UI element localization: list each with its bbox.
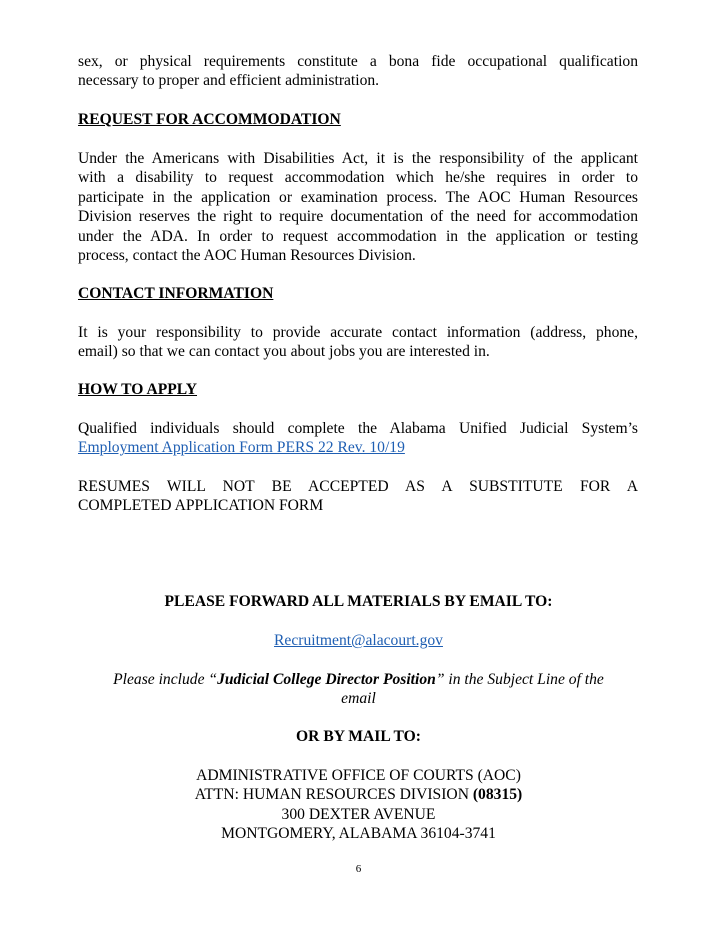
intro-line: necessary to proper and efficient administration. xyxy=(78,72,380,90)
apply-paragraph xyxy=(78,419,638,458)
mailing-address xyxy=(0,766,717,844)
subject-position: Judicial College Director Position xyxy=(217,671,436,688)
address-line: 300 DEXTER AVENUE xyxy=(281,805,436,823)
address-line: ATTN: HUMAN RESOURCES DIVISION (08315) xyxy=(194,786,523,804)
accommodation-line: with a disability to request accommodation which he/she requires in order to xyxy=(78,169,638,187)
section-heading-accommodation: REQUEST FOR ACCOMMODATION xyxy=(78,111,341,128)
accommodation-line: Division reserves the right to require documentation of the need for accommodation xyxy=(78,208,638,226)
recruitment-email-link[interactable]: Recruitment@alacourt.gov xyxy=(274,632,443,649)
email-line xyxy=(0,631,717,650)
forward-heading: PLEASE FORWARD ALL MATERIALS BY EMAIL TO: xyxy=(164,593,553,610)
accommodation-line: participate in the application or examination process. The AOC Human Resources xyxy=(78,188,638,206)
contact-paragraph xyxy=(78,323,638,362)
accommodation-line: Under the Americans with Disabilities Act, it is the responsibility of the applicant xyxy=(78,150,638,167)
resumes-notice xyxy=(78,477,638,516)
apply-line: Qualified individuals should complete the Alabama Unified Judicial System’s xyxy=(78,420,638,437)
address-line: ADMINISTRATIVE OFFICE OF COURTS (AOC) xyxy=(196,767,521,784)
accommodation-line: under the ADA. In order to request accommodation in the application or testing xyxy=(78,227,638,245)
accommodation-line: process, contact the AOC Human Resources Division. xyxy=(78,247,416,265)
subject-instruction xyxy=(0,670,717,689)
subject-prefix: Please include “ xyxy=(113,671,218,688)
contact-line: email) so that we can contact you about jobs you are interested in. xyxy=(78,343,490,361)
section-heading-contact: CONTACT INFORMATION xyxy=(78,285,274,302)
contact-line: It is your responsibility to provide accurate contact information (address, phone, xyxy=(78,324,638,341)
section-heading-apply: HOW TO APPLY xyxy=(78,381,198,398)
page-number: 6 xyxy=(355,863,362,875)
application-form-link[interactable]: Employment Application Form PERS 22 Rev. 10/19 xyxy=(78,439,405,457)
accommodation-paragraph xyxy=(78,149,638,265)
resumes-line: COMPLETED APPLICATION FORM xyxy=(78,497,324,515)
intro-line: sex, or physical requirements constitute a bona fide occupational qualification xyxy=(78,53,638,70)
intro-paragraph xyxy=(78,52,638,91)
subject-suffix: ” in the Subject Line of the xyxy=(435,671,604,688)
resumes-line: RESUMES WILL NOT BE ACCEPTED AS A SUBSTITUTE FOR A xyxy=(78,478,638,495)
mail-heading: OR BY MAIL TO: xyxy=(296,728,421,745)
subject-instruction-line2: email xyxy=(341,690,376,707)
address-line: MONTGOMERY, ALABAMA 36104-3741 xyxy=(221,825,496,843)
